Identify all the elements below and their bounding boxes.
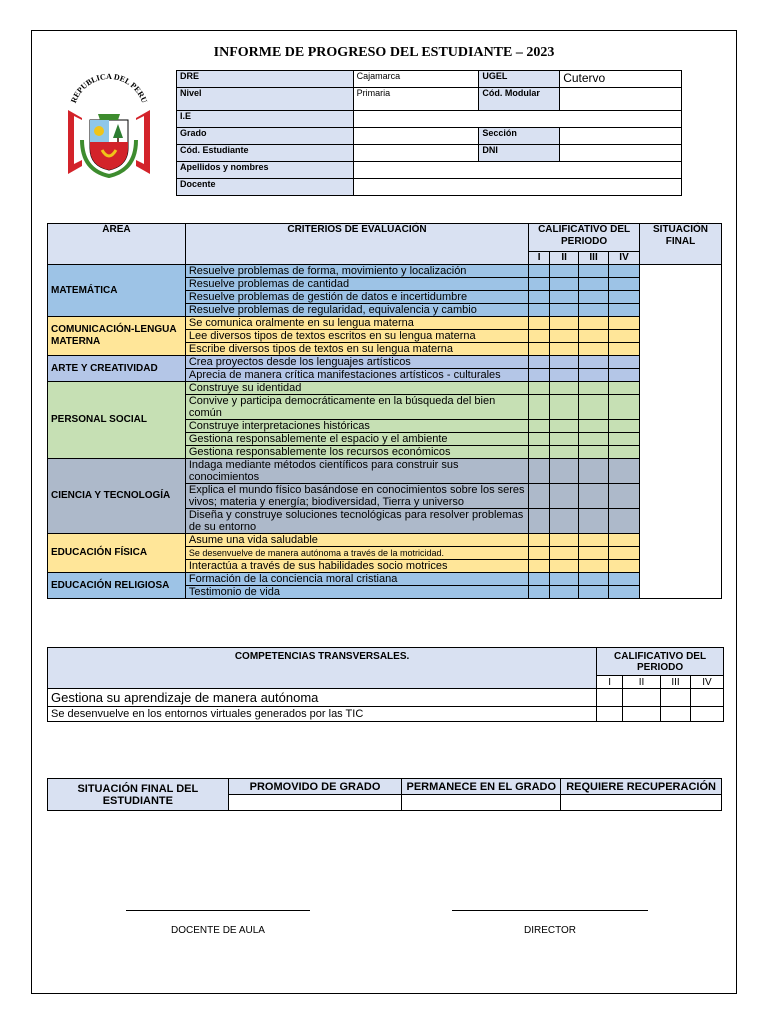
grade-cell[interactable] — [609, 304, 640, 317]
grade-cell[interactable] — [529, 278, 550, 291]
grade-cell[interactable] — [529, 459, 550, 484]
grade-cell[interactable] — [550, 560, 579, 573]
area-name: ARTE Y CREATIVIDAD — [48, 356, 186, 382]
grade-cell[interactable] — [529, 317, 550, 330]
grade-cell[interactable] — [550, 586, 579, 599]
area-header: ÁREA — [48, 224, 186, 265]
grade-cell[interactable] — [529, 547, 550, 560]
criterion-text: Construye su identidad — [185, 382, 528, 395]
criterion-row — [48, 459, 722, 484]
grade-cell[interactable] — [579, 278, 609, 291]
grade-cell[interactable] — [579, 534, 609, 547]
transversal-row — [48, 707, 724, 722]
grade-cell[interactable] — [550, 291, 579, 304]
criterion-row — [48, 382, 722, 395]
grade-cell[interactable] — [579, 484, 609, 509]
grade-cell[interactable] — [579, 330, 609, 343]
grade-cell[interactable] — [609, 420, 640, 433]
grado-label: Grado — [177, 128, 354, 145]
cod-modular-value[interactable] — [560, 88, 682, 111]
grade-cell[interactable] — [609, 265, 640, 278]
grade-cell[interactable] — [579, 433, 609, 446]
criterion-text: Resuelve problemas de gestión de datos e incertidumbre — [185, 291, 528, 304]
criterion-text: Convive y participa democráticamente en la búsqueda del bien común — [185, 395, 528, 420]
transversal-competency: Se desenvuelve en los entornos virtuales generados por las TIC — [48, 707, 597, 722]
grade-cell[interactable] — [550, 304, 579, 317]
grade-cell[interactable] — [579, 509, 609, 534]
grade-cell[interactable] — [609, 484, 640, 509]
grade-cell[interactable] — [529, 446, 550, 459]
criterion-text: Resuelve problemas de regularidad, equivalencia y cambio — [185, 304, 528, 317]
grade-cell[interactable] — [529, 265, 550, 278]
situacion-final-header: SITUACIÓN FINAL — [640, 224, 722, 265]
criterion-row — [48, 573, 722, 586]
ie-value[interactable] — [353, 111, 681, 128]
grade-cell[interactable] — [609, 433, 640, 446]
emblem-text: REPUBLICA DEL PERU — [69, 71, 149, 105]
grade-cell[interactable] — [609, 369, 640, 382]
grade-cell[interactable] — [550, 433, 579, 446]
criterion-row — [48, 317, 722, 330]
criterion-row — [48, 356, 722, 369]
transversal-grade-cell[interactable] — [661, 689, 691, 707]
criterion-text: Resuelve problemas de cantidad — [185, 278, 528, 291]
period-header-4: IV — [609, 252, 640, 265]
grade-cell[interactable] — [609, 356, 640, 369]
cod-estudiante-label: Cód. Estudiante — [177, 145, 354, 162]
cod-estudiante-value[interactable] — [353, 145, 479, 162]
grade-cell[interactable] — [529, 382, 550, 395]
grade-cell[interactable] — [609, 573, 640, 586]
grade-cell[interactable] — [529, 356, 550, 369]
grade-cell[interactable] — [529, 330, 550, 343]
grade-cell[interactable] — [529, 534, 550, 547]
grade-cell[interactable] — [550, 484, 579, 509]
grade-cell[interactable] — [550, 343, 579, 356]
grade-cell[interactable] — [529, 484, 550, 509]
transversal-grade-cell[interactable] — [661, 707, 691, 722]
transversal-calificativo-header: CALIFICATIVO DEL PERIODO — [597, 648, 724, 676]
calificativo-header: CALIFICATIVO DEL PERIODO — [529, 224, 640, 252]
grade-cell[interactable] — [579, 382, 609, 395]
grade-cell[interactable] — [550, 356, 579, 369]
director-signature-line — [452, 910, 648, 911]
criterion-row — [48, 534, 722, 547]
grade-cell[interactable] — [579, 573, 609, 586]
grade-cell[interactable] — [579, 369, 609, 382]
grade-cell[interactable] — [609, 446, 640, 459]
dre-label: DRE — [177, 71, 354, 88]
grade-cell[interactable] — [550, 265, 579, 278]
ugel-label: UGEL — [479, 71, 560, 88]
criterion-text: Testimonio de vida — [185, 586, 528, 599]
grade-cell[interactable] — [609, 560, 640, 573]
docente-signature-line — [126, 910, 310, 911]
grade-cell[interactable] — [550, 369, 579, 382]
grade-cell[interactable] — [579, 291, 609, 304]
period-header-2: II — [550, 252, 579, 265]
grade-cell[interactable] — [550, 278, 579, 291]
peru-coat-of-arms-icon — [60, 70, 158, 182]
grade-cell[interactable] — [529, 304, 550, 317]
criterios-header: CRITERIOS DE EVALUACIÓN — [185, 224, 528, 265]
transversal-grade-cell[interactable] — [597, 707, 623, 722]
period-header-3: III — [579, 252, 609, 265]
grade-cell[interactable] — [529, 369, 550, 382]
grade-cell[interactable] — [579, 420, 609, 433]
grade-cell[interactable] — [609, 459, 640, 484]
grade-cell[interactable] — [579, 304, 609, 317]
grade-cell[interactable] — [550, 317, 579, 330]
svg-text:REPUBLICA DEL PERU — [69, 72, 149, 104]
grade-cell[interactable] — [550, 547, 579, 560]
criterion-text: Lee diversos tipos de textos escritos en su lengua materna — [185, 330, 528, 343]
period-header-1: I — [529, 252, 550, 265]
grade-cell[interactable] — [529, 433, 550, 446]
grade-cell[interactable] — [579, 356, 609, 369]
grade-cell[interactable] — [609, 509, 640, 534]
criterion-text: Gestiona responsablemente los recursos económicos — [185, 446, 528, 459]
docente-signature-label: DOCENTE DE AULA — [171, 925, 265, 936]
dni-value[interactable] — [560, 145, 682, 162]
criterion-text: Construye interpretaciones históricas — [185, 420, 528, 433]
criterion-text: Explica el mundo físico basándose en conocimientos sobre los seres vivos; materia y energía; biodiversidad, Tierra y universo — [185, 484, 528, 509]
grade-cell[interactable] — [609, 317, 640, 330]
grade-cell[interactable] — [529, 395, 550, 420]
grade-cell[interactable] — [550, 446, 579, 459]
nivel-value[interactable]: Primaria — [353, 88, 479, 111]
grade-cell[interactable] — [550, 534, 579, 547]
transversal-competency: Gestiona su aprendizaje de manera autónoma — [48, 689, 597, 707]
docente-value[interactable] — [353, 179, 681, 196]
final-situation-label: SITUACIÓN FINAL DEL ESTUDIANTE — [48, 779, 229, 811]
grade-cell[interactable] — [579, 547, 609, 560]
grade-cell[interactable] — [579, 459, 609, 484]
criterion-text: Se desenvuelve de manera autónoma a través de la motricidad. — [185, 547, 528, 560]
criterion-text: Interactúa a través de sus habilidades socio motrices — [185, 560, 528, 573]
dni-label: DNI — [479, 145, 560, 162]
transversal-period-header-2: II — [623, 676, 661, 689]
promovido-cell[interactable] — [228, 795, 402, 811]
grade-cell[interactable] — [550, 509, 579, 534]
area-name: MATEMÁTICA — [48, 265, 186, 317]
criterion-row — [48, 265, 722, 278]
criterion-text: Diseña y construye soluciones tecnológicas para resolver problemas de su entorno — [185, 509, 528, 534]
nivel-label: Nivel — [177, 88, 354, 111]
ie-label: I.E — [177, 111, 354, 128]
seccion-value[interactable] — [560, 128, 682, 145]
transversal-period-header-3: III — [661, 676, 691, 689]
grade-cell[interactable] — [529, 573, 550, 586]
grade-cell[interactable] — [550, 420, 579, 433]
grade-cell[interactable] — [550, 459, 579, 484]
grade-cell[interactable] — [609, 382, 640, 395]
document-title: INFORME DE PROGRESO DEL ESTUDIANTE – 2023 — [213, 45, 555, 60]
area-name: COMUNICACIÓN-LENGUA MATERNA — [48, 317, 186, 356]
transversal-grade-cell[interactable] — [690, 707, 723, 722]
grade-cell[interactable] — [609, 534, 640, 547]
grade-cell[interactable] — [609, 343, 640, 356]
grade-cell[interactable] — [550, 573, 579, 586]
permanece-cell[interactable] — [402, 795, 561, 811]
recuperacion-header: REQUIERE RECUPERACIÓN — [561, 779, 722, 795]
area-name: PERSONAL SOCIAL — [48, 382, 186, 459]
cod-modular-label: Cód. Modular — [479, 88, 560, 111]
director-signature-label: DIRECTOR — [523, 925, 577, 936]
grade-cell[interactable] — [609, 547, 640, 560]
grade-cell[interactable] — [579, 586, 609, 599]
docente-label: Docente — [177, 179, 354, 196]
grade-cell[interactable] — [529, 420, 550, 433]
transversal-grade-cell[interactable] — [623, 689, 661, 707]
grade-cell[interactable] — [550, 330, 579, 343]
criterion-text: Se comunica oralmente en su lengua materna — [185, 317, 528, 330]
area-name: EDUCACIÓN RELIGIOSA — [48, 573, 186, 599]
dre-value[interactable]: Cajamarca — [353, 71, 479, 88]
transversal-grade-cell[interactable] — [597, 689, 623, 707]
grades-table — [47, 223, 722, 599]
grado-value[interactable] — [353, 128, 479, 145]
grade-cell[interactable] — [579, 560, 609, 573]
grade-cell[interactable] — [579, 317, 609, 330]
grade-cell[interactable] — [529, 291, 550, 304]
transversal-grade-cell[interactable] — [623, 707, 661, 722]
grade-cell[interactable] — [579, 265, 609, 278]
grade-cell[interactable] — [550, 382, 579, 395]
criterion-text: Crea proyectos desde los lenguajes artísticos — [185, 356, 528, 369]
transversal-period-header-1: I — [597, 676, 623, 689]
grade-cell[interactable] — [609, 586, 640, 599]
transversal-table — [47, 647, 724, 722]
grade-cell[interactable] — [579, 446, 609, 459]
student-info-table — [176, 70, 682, 196]
grade-cell[interactable] — [529, 586, 550, 599]
grade-cell[interactable] — [529, 560, 550, 573]
grade-cell[interactable] — [609, 330, 640, 343]
seccion-label: Sección — [479, 128, 560, 145]
transversal-grade-cell[interactable] — [690, 689, 723, 707]
transversal-row — [48, 689, 724, 707]
grade-cell[interactable] — [609, 395, 640, 420]
transversal-header: COMPETENCIAS TRANSVERSALES. — [48, 648, 597, 689]
final-situation-table — [47, 778, 722, 811]
grade-cell[interactable] — [609, 278, 640, 291]
grade-cell[interactable] — [529, 509, 550, 534]
criterion-text: Asume una vida saludable — [185, 534, 528, 547]
apellidos-value[interactable] — [353, 162, 681, 179]
criterion-text: Escribe diversos tipos de textos en su lengua materna — [185, 343, 528, 356]
apellidos-label: Apellidos y nombres — [177, 162, 354, 179]
grade-cell[interactable] — [550, 395, 579, 420]
situacion-final-cell[interactable] — [640, 265, 722, 599]
grade-cell[interactable] — [579, 395, 609, 420]
grade-cell[interactable] — [529, 343, 550, 356]
criterion-text: Aprecia de manera crítica manifestaciones artísticos - culturales — [185, 369, 528, 382]
criterion-text: Gestiona responsablemente el espacio y el ambiente — [185, 433, 528, 446]
criterion-text: Indaga mediante métodos científicos para construir sus conocimientos — [185, 459, 528, 484]
recuperacion-cell[interactable] — [561, 795, 722, 811]
grade-cell[interactable] — [609, 291, 640, 304]
area-name: CIENCIA Y TECNOLOGÍA — [48, 459, 186, 534]
ugel-value[interactable]: Cutervo — [560, 71, 682, 88]
area-name: EDUCACIÓN FÍSICA — [48, 534, 186, 573]
promovido-header: PROMOVIDO DE GRADO — [228, 779, 402, 795]
permanece-header: PERMANECE EN EL GRADO — [402, 779, 561, 795]
transversal-period-header-4: IV — [690, 676, 723, 689]
criterion-text: Resuelve problemas de forma, movimiento y localización — [185, 265, 528, 278]
criterion-text: Formación de la conciencia moral cristiana — [185, 573, 528, 586]
grade-cell[interactable] — [579, 343, 609, 356]
